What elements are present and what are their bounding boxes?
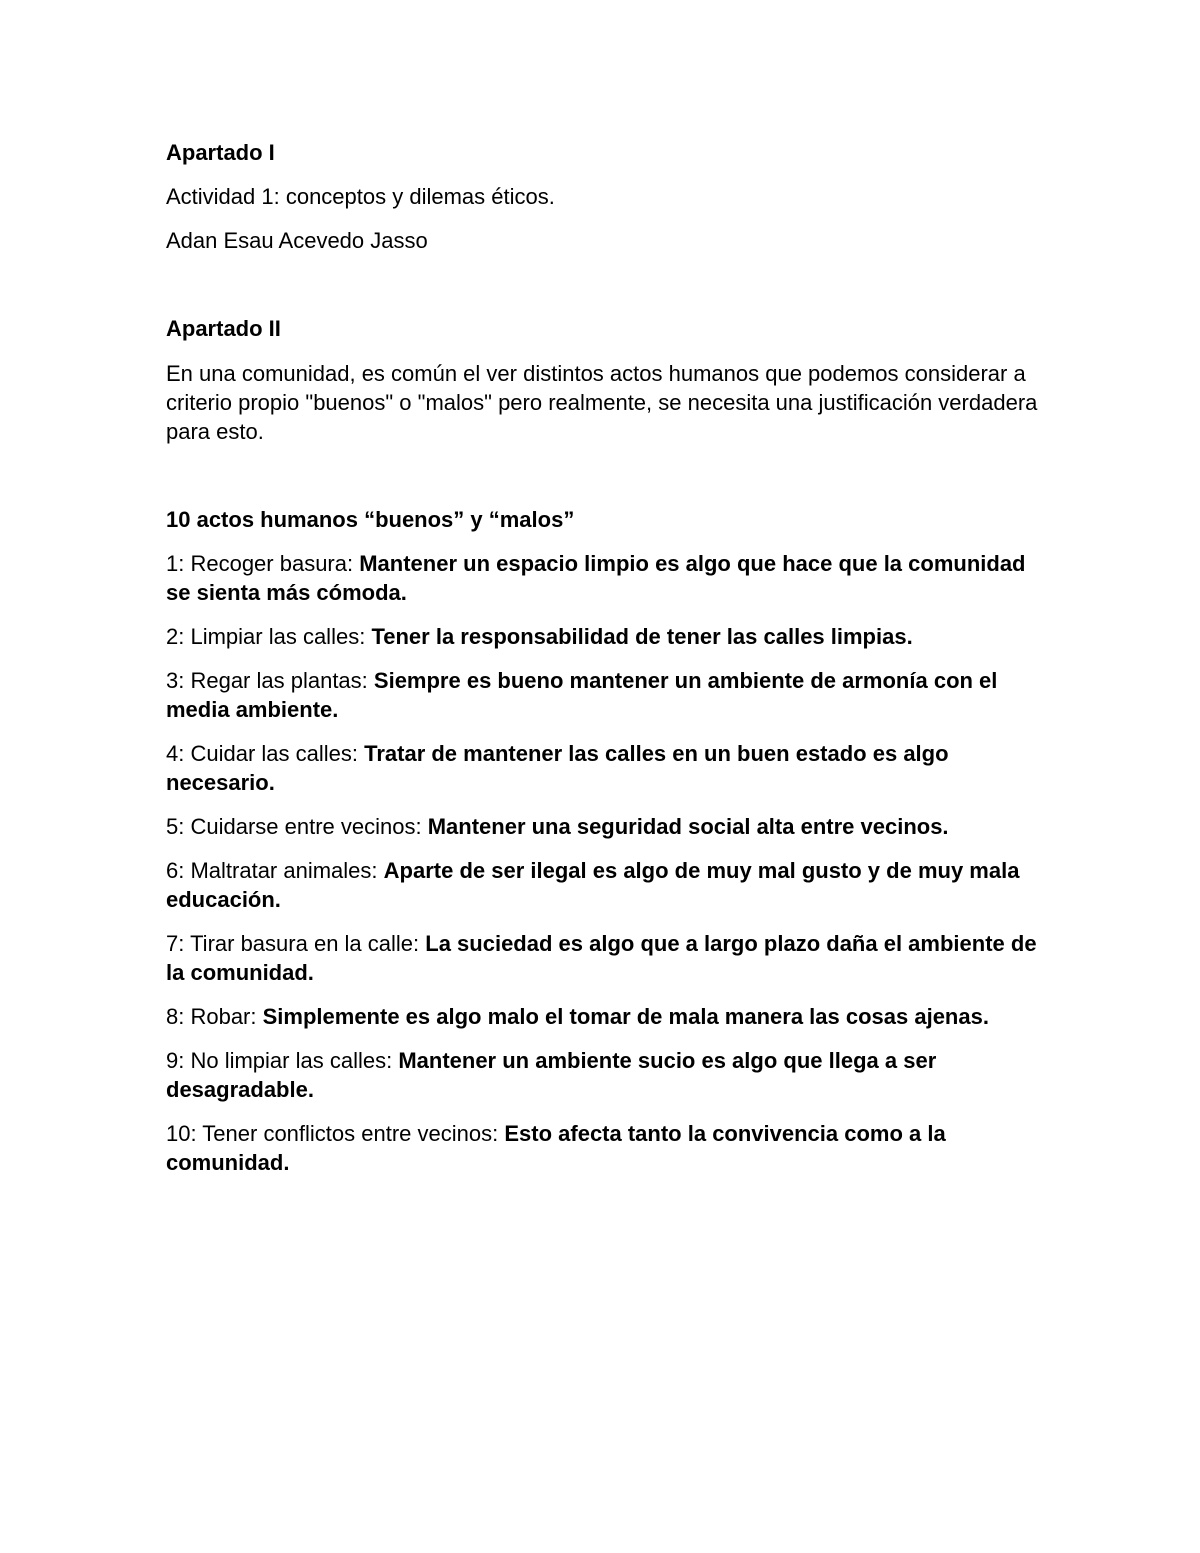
- act-label: 10: Tener conflictos entre vecinos:: [166, 1121, 499, 1146]
- section-2-body: En una comunidad, es común el ver distintos actos humanos que podemos considerar a criterio propio "buenos" o "malos" pero realmente, se necesita una justificación verdadera para esto.: [166, 361, 1038, 444]
- list-item: [166, 549, 1046, 607]
- act-label: 3: Regar las plantas:: [166, 668, 368, 693]
- act-description: Tener la responsabilidad de tener las calles limpias.: [371, 624, 913, 649]
- act-description: Aparte de ser ilegal es algo de muy mal gusto y de muy mala educación.: [166, 858, 1020, 912]
- section-1-title: Apartado I: [166, 140, 275, 165]
- acts-list: [166, 549, 1046, 1177]
- list-item: [166, 666, 1046, 724]
- list-item: [166, 1002, 1046, 1031]
- list-item: [166, 856, 1046, 914]
- list-item: [166, 1046, 1046, 1104]
- act-label: 8: Robar:: [166, 1004, 257, 1029]
- act-description: Esto afecta tanto la convivencia como a la comunidad.: [166, 1121, 946, 1175]
- act-label: 5: Cuidarse entre vecinos:: [166, 814, 422, 839]
- act-label: 1: Recoger basura:: [166, 551, 354, 576]
- act-description: La suciedad es algo que a largo plazo daña el ambiente de la comunidad.: [166, 931, 1037, 985]
- act-description: Siempre es bueno mantener un ambiente de armonía con el media ambiente.: [166, 668, 998, 722]
- acts-list-title: 10 actos humanos “buenos” y “malos”: [166, 507, 575, 532]
- act-description: Simplemente es algo malo el tomar de mala manera las cosas ajenas.: [262, 1004, 989, 1029]
- list-item: [166, 812, 1046, 841]
- list-item: [166, 739, 1046, 797]
- act-label: 4: Cuidar las calles:: [166, 741, 358, 766]
- document-page: [166, 138, 1046, 1177]
- act-label: 2: Limpiar las calles:: [166, 624, 366, 649]
- list-item: [166, 1119, 1046, 1177]
- list-item: [166, 929, 1046, 987]
- act-description: Tratar de mantener las calles en un buen estado es algo necesario.: [166, 741, 949, 795]
- act-label: 7: Tirar basura en la calle:: [166, 931, 420, 956]
- act-description: Mantener un espacio limpio es algo que hace que la comunidad se sienta más cómoda.: [166, 551, 1026, 605]
- act-label: 9: No limpiar las calles:: [166, 1048, 393, 1073]
- act-description: Mantener una seguridad social alta entre vecinos.: [427, 814, 949, 839]
- act-label: 6: Maltratar animales:: [166, 858, 378, 883]
- author-name: Adan Esau Acevedo Jasso: [166, 228, 428, 253]
- activity-title: Actividad 1: conceptos y dilemas éticos.: [166, 184, 555, 209]
- act-description: Mantener un ambiente sucio es algo que llega a ser desagradable.: [166, 1048, 937, 1102]
- section-2-title: Apartado II: [166, 316, 281, 341]
- list-item: [166, 622, 1046, 651]
